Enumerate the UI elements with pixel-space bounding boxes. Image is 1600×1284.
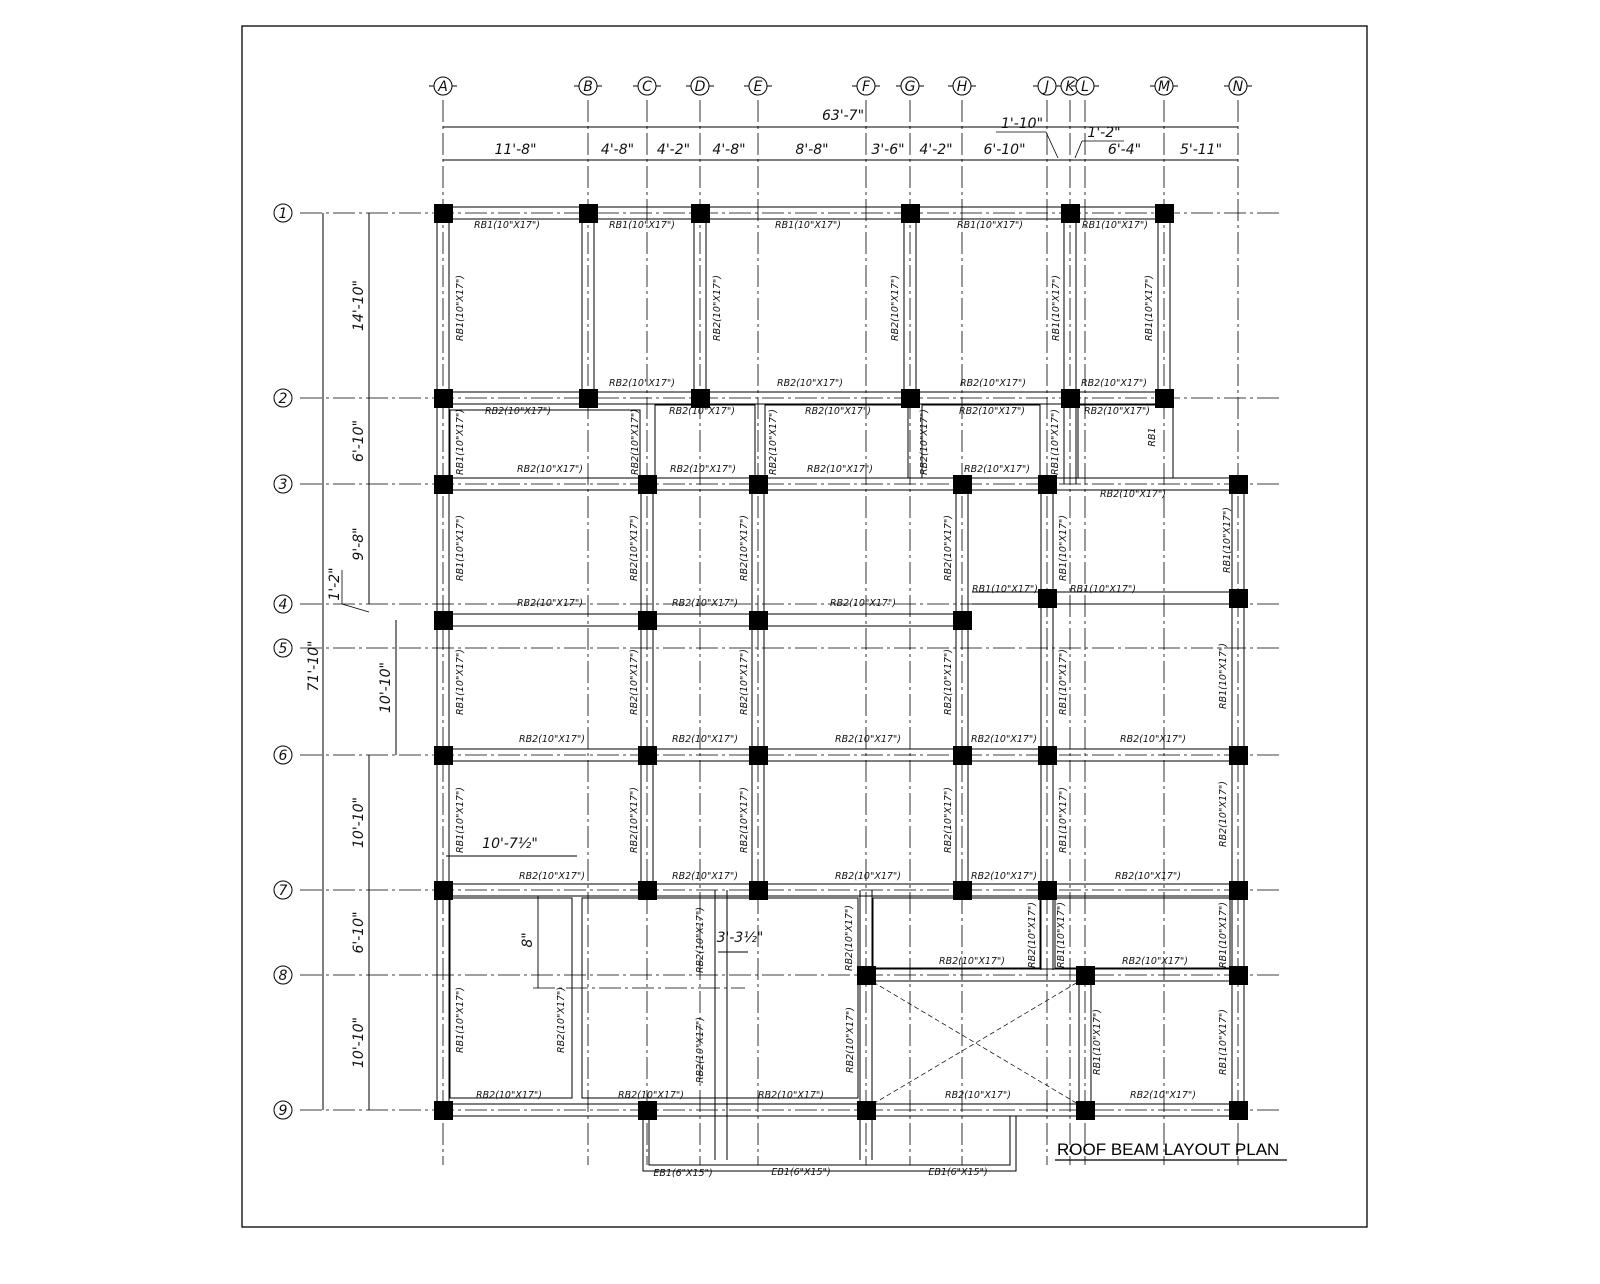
column-A6 [434,746,453,765]
beam-label: RB1(10"X17") [1058,515,1069,581]
column-G1 [901,204,920,223]
beam-label: RB2(10"X17") [964,464,1030,475]
dim-top-2: 4'-2" [656,142,691,158]
column-H5 [953,611,972,630]
dim-interior-3-3: 3'-3½" [716,930,764,946]
grid-label-2: 2 [278,391,288,407]
beam-label: RB2(10"X17") [943,787,954,853]
dimension-lines [306,108,1238,1110]
dim-top-4: 8'-8" [795,142,829,158]
beam-label: RB2(10"X17") [629,515,640,581]
dim-top-6: 4'-2" [919,142,953,158]
beam-label: RB1(10"X17") [957,220,1023,231]
beam-label: RB2(10"X17") [1084,406,1150,417]
beam-label: RB1(10"X17") [775,220,841,231]
column-blocks [434,204,1248,1120]
grid-lines [300,100,1282,1165]
column-N8 [1229,966,1248,985]
beam-label: RB1(10"X17") [474,220,540,231]
column-A9 [434,1101,453,1120]
beam-label: RB2(10"X17") [1100,489,1166,500]
edge-beam-label: EB1(6"X15") [771,1167,831,1178]
beam-label: RB2(10"X17") [919,409,930,475]
column-N3 [1229,475,1248,494]
grid-label-K: K [1065,79,1075,95]
beam-label: RB2(10"X17") [1130,1090,1196,1101]
grid-label-J: J [1044,79,1050,95]
beam-label: RB2(10"X17") [609,378,675,389]
column-C6 [638,746,657,765]
beam-label: RB2(10"X17") [739,515,750,581]
beam-label: RB2(10"X17") [971,734,1037,745]
beam-label: RB2(10"X17") [517,598,583,609]
beam-label: RB1(10"X17") [1051,275,1062,341]
dim-callout-1-10: 1'-10" [1000,116,1044,132]
grid-label-6: 6 [278,748,288,764]
dim-left-3: 10'-10" [378,662,394,713]
dim-left-callout: 1'-2" [327,567,343,601]
beam-label: RB2(10"X17") [1115,871,1181,882]
column-B1 [579,204,598,223]
dim-top-8: 6'-4" [1107,142,1142,158]
column-E3 [749,475,768,494]
beam-label: RB1(10"X17") [455,987,466,1053]
dim-callout-1-2: 1'-2" [1087,125,1121,141]
beam-label: RB1(10"X17") [1056,902,1067,968]
beam-label: RB1(10"X17") [1092,1009,1103,1075]
column-C5 [638,611,657,630]
grid-label-5: 5 [278,641,288,657]
column-H7 [953,881,972,900]
beam-label: RB2(10"X17") [943,515,954,581]
column-C3 [638,475,657,494]
beam-label: RB2(10"X17") [943,649,954,715]
beam-label: RB2(10"X17") [835,734,901,745]
beam-label: RB2(10"X17") [629,649,640,715]
grid-label-7: 7 [278,883,288,899]
dim-top-5: 3'-6" [871,142,905,158]
beam-label: RB2(10"X17") [517,464,583,475]
dim-top-1: 4'-8" [600,142,635,158]
beam-label: RB2(10"X17") [669,406,735,417]
grid-label-9: 9 [278,1103,288,1119]
beam-label: RB2(10"X17") [890,275,901,341]
beam-label: RB2(10"X17") [485,406,551,417]
beam-label: RB2(10"X17") [805,406,871,417]
grid-label-A: A [438,79,448,95]
beam-label: RB2(10"X17") [768,409,779,475]
beam-label: RB1(10"X17") [1058,787,1069,853]
beam-label: RB1(10"X17") [1218,902,1229,968]
dim-top-3: 4'-8" [712,142,746,158]
beam-label: RB2(10"X17") [672,734,738,745]
beam-label: RB1(10"X17") [1222,507,1233,573]
column-E7 [749,881,768,900]
beam-label: RB2(10"X17") [945,1090,1011,1101]
grid-label-1: 1 [278,206,288,222]
beam-label: RB1(10"X17") [455,275,466,341]
column-E6 [749,746,768,765]
grid-label-L: L [1081,79,1089,95]
grid-label-H: H [956,79,968,95]
column-A5 [434,611,453,630]
column-N4 [1229,589,1248,608]
grid-label-E: E [753,79,763,95]
column-A3 [434,475,453,494]
column-B2 [579,389,598,408]
grid-label-4: 4 [278,597,288,613]
grid-label-F: F [861,79,871,95]
beam-label: RB2(10"X17") [959,406,1025,417]
beam-label: RB2(10"X17") [758,1090,824,1101]
dim-interior-10-7: 10'-7½" [482,836,538,852]
grid-label-3: 3 [278,477,288,493]
grid-label-D: D [694,79,706,95]
beam-label: RB1 [1147,427,1158,447]
grid-label-N: N [1232,79,1244,95]
grid-label-8: 8 [278,968,288,984]
dim-left-5: 6'-10" [351,911,367,954]
beam-label: RB2(10"X17") [1218,781,1229,847]
beam-label: RB2(10"X17") [939,956,1005,967]
beam-label: RB2(10"X17") [739,649,750,715]
column-E5 [749,611,768,630]
beam-label: RB1(10"X17") [609,220,675,231]
beam-label: RB2(10"X17") [960,378,1026,389]
beam-label: RB1(10"X17") [1218,1009,1229,1075]
grid-label-G: G [904,79,916,95]
column-C7 [638,881,657,900]
beam-label: RB1(10"X17") [1058,649,1069,715]
beam-label: RB1(10"X17") [455,787,466,853]
beam-label: RB2(10"X17") [830,598,896,609]
column-M2 [1155,389,1174,408]
beam-label: RB1(10"X17") [1050,409,1061,475]
beam-label: RB2(10"X17") [807,464,873,475]
beam-label: RB1(10"X17") [455,515,466,581]
column-N6 [1229,746,1248,765]
beam-label: RB2(10"X17") [519,734,585,745]
beam-label: RB1(10"X17") [455,409,466,475]
dim-top-0: 11'-8" [494,142,537,158]
beam-label: RB2(10"X17") [1081,378,1147,389]
column-D1 [691,204,710,223]
beam-label: RB1(10"X17") [1218,643,1229,709]
drawing-title: ROOF BEAM LAYOUT PLAN [1057,1140,1280,1159]
column-K1 [1061,204,1080,223]
beam-label: RB2(10"X17") [476,1090,542,1101]
dim-overall-height: 71'-10" [306,640,322,692]
grid-label-B: B [583,79,593,95]
dim-left-4: 10'-10" [351,797,367,848]
grid-label-M: M [1157,79,1171,95]
dim-left-1: 6'-10" [351,419,367,463]
beam-label: RB2(10"X17") [672,871,738,882]
column-J7 [1038,881,1057,900]
beam-label: RB2(10"X17") [672,598,738,609]
column-J4 [1038,589,1057,608]
beam-label: RB2(10"X17") [845,1007,856,1073]
dim-top-9: 5'-11" [1179,142,1223,158]
column-H6 [953,746,972,765]
column-J3 [1038,475,1057,494]
beam-label: RB2(10"X17") [712,275,723,341]
edge-beam-label: EB1(6"X15") [928,1167,988,1178]
column-L8 [1076,966,1095,985]
beam-label: RB2(10"X17") [695,1017,706,1083]
beam-label: RB2(10"X17") [971,871,1037,882]
column-A1 [434,204,453,223]
column-M1 [1155,204,1174,223]
beam-label: RB2(10"X17") [844,905,855,971]
beam-label: RB2(10"X17") [1122,956,1188,967]
dim-top-7: 6'-10" [983,142,1026,158]
column-A7 [434,881,453,900]
beam-label: RB1(10"X17") [1070,584,1136,595]
column-H3 [953,475,972,494]
beam-label: RB2(10"X17") [739,787,750,853]
beam-label: RB2(10"X17") [695,907,706,973]
column-K2 [1061,389,1080,408]
dim-left-0: 14'-10" [351,280,367,331]
beam-label: RB2(10"X17") [1027,902,1038,968]
dim-overall-width: 63'-7" [821,108,865,124]
grid-label-C: C [642,79,652,95]
column-A2 [434,389,453,408]
beam-label: RB2(10"X17") [519,871,585,882]
column-J6 [1038,746,1057,765]
beam-label: RB1(10"X17") [1082,220,1148,231]
dim-left-6: 10'-10" [351,1017,367,1068]
beam-label: RB2(10"X17") [670,464,736,475]
column-L9 [1076,1101,1095,1120]
beam-label: RB2(10"X17") [630,409,641,475]
beam-label: RB2(10"X17") [835,871,901,882]
beam-label: RB2(10"X17") [1120,734,1186,745]
column-N9 [1229,1101,1248,1120]
beam-label: RB2(10"X17") [777,378,843,389]
grid-bubbles [274,77,1252,1119]
edge-beam-label: EB1(6"X15") [653,1168,713,1179]
beam-label: RB2(10"X17") [629,787,640,853]
beam-label: RB2(10"X17") [618,1090,684,1101]
dim-left-2: 9'-8" [351,527,367,561]
beam-label: RB1(10"X17") [1144,275,1155,341]
beam-label: RB1(10"X17") [455,649,466,715]
beam-label: RB2(10"X17") [556,987,567,1053]
column-C9 [638,1101,657,1120]
column-N7 [1229,881,1248,900]
dim-interior-8: 8" [520,932,536,948]
column-G2 [901,389,920,408]
beam-label: RB1(10"X17") [972,584,1038,595]
